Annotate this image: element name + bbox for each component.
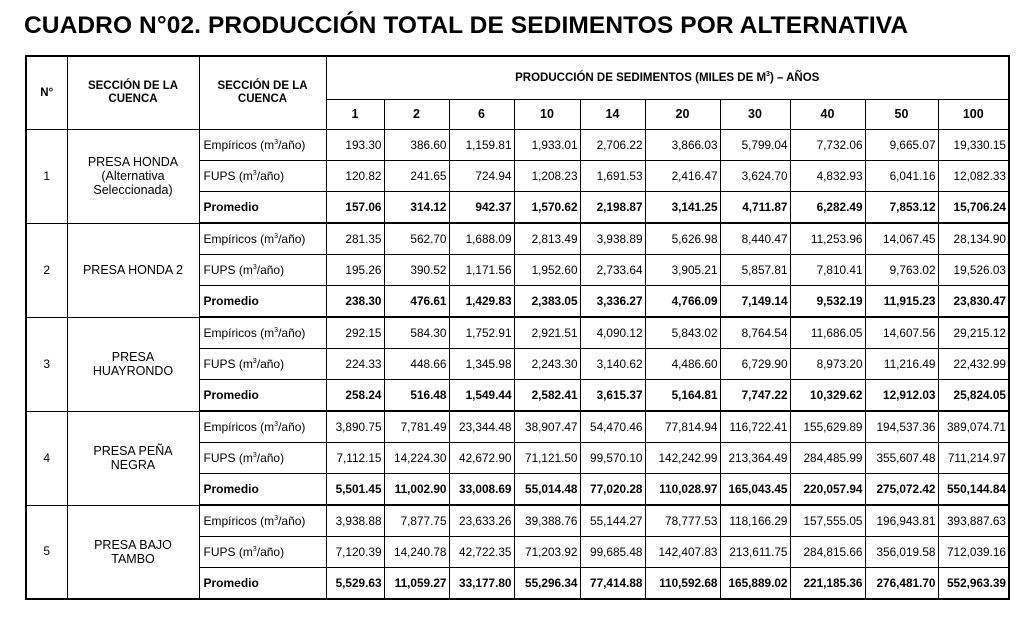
value-cell: 3,938.89 bbox=[580, 223, 645, 255]
value-cell: 221,185.36 bbox=[790, 568, 865, 600]
row-label-unit: /año) bbox=[256, 168, 285, 183]
value-cell: 23,633.26 bbox=[449, 505, 514, 537]
value-cell: 238.30 bbox=[326, 286, 384, 318]
value-cell: 4,711.87 bbox=[720, 192, 790, 224]
value-cell: 3,624.70 bbox=[720, 161, 790, 192]
value-cell: 33,177.80 bbox=[449, 568, 514, 600]
value-cell: 23,830.47 bbox=[938, 286, 1009, 318]
header-year: 30 bbox=[720, 100, 790, 130]
section-name-line: PRESA HONDA bbox=[87, 155, 179, 170]
value-cell: 284,815.66 bbox=[790, 537, 865, 568]
value-cell: 724.94 bbox=[449, 161, 514, 192]
value-cell: 120.82 bbox=[326, 161, 384, 192]
header-seccion-2: SECCIÓN DE LA CUENCA bbox=[199, 56, 326, 130]
value-cell: 1,752.91 bbox=[449, 317, 514, 349]
value-cell: 7,877.75 bbox=[384, 505, 449, 537]
value-cell: 99,685.48 bbox=[580, 537, 645, 568]
value-cell: 1,688.09 bbox=[449, 223, 514, 255]
header-row bbox=[26, 56, 1009, 100]
value-cell: 11,253.96 bbox=[790, 223, 865, 255]
row-label: Promedio bbox=[199, 380, 326, 412]
value-cell: 77,020.28 bbox=[580, 474, 645, 506]
value-cell: 71,203.92 bbox=[514, 537, 580, 568]
section-name bbox=[67, 130, 199, 224]
value-cell: 2,582.41 bbox=[514, 380, 580, 412]
header-year: 10 bbox=[514, 100, 580, 130]
value-cell: 4,766.09 bbox=[645, 286, 720, 318]
group-number: 2 bbox=[26, 223, 67, 317]
value-cell: 224.33 bbox=[326, 349, 384, 380]
header-year: 50 bbox=[865, 100, 938, 130]
value-cell: 712,039.16 bbox=[938, 537, 1009, 568]
value-cell: 11,915.23 bbox=[865, 286, 938, 318]
table-row bbox=[26, 505, 1009, 537]
value-cell: 5,799.04 bbox=[720, 130, 790, 161]
value-cell: 14,224.30 bbox=[384, 443, 449, 474]
header-seccion-1: SECCIÓN DE LA CUENCA bbox=[67, 56, 199, 130]
header-produccion bbox=[326, 56, 1009, 100]
row-label bbox=[199, 443, 326, 474]
section-name-line: HUAYRONDO bbox=[92, 364, 174, 378]
row-label-unit: /año) bbox=[278, 419, 306, 434]
value-cell: 1,159.81 bbox=[449, 130, 514, 161]
value-cell: 1,549.44 bbox=[449, 380, 514, 412]
value-cell: 2,733.64 bbox=[580, 255, 645, 286]
value-cell: 142,407.83 bbox=[645, 537, 720, 568]
value-cell: 77,414.88 bbox=[580, 568, 645, 600]
value-cell: 142,242.99 bbox=[645, 443, 720, 474]
value-cell: 389,074.71 bbox=[938, 411, 1009, 443]
section-name-line: TAMBO bbox=[111, 551, 155, 566]
value-cell: 14,240.78 bbox=[384, 537, 449, 568]
value-cell: 193.30 bbox=[326, 130, 384, 161]
section-name bbox=[67, 223, 199, 317]
value-cell: 118,166.29 bbox=[720, 505, 790, 537]
value-cell: 28,134.90 bbox=[938, 223, 1009, 255]
value-cell: 196,943.81 bbox=[865, 505, 938, 537]
value-cell: 1,171.56 bbox=[449, 255, 514, 286]
value-cell: 42,672.90 bbox=[449, 443, 514, 474]
table-row bbox=[26, 317, 1009, 349]
value-cell: 258.24 bbox=[326, 380, 384, 412]
row-label-text: FUPS (m bbox=[203, 262, 253, 277]
row-label-sup: 3 bbox=[252, 169, 257, 177]
value-cell: 5,164.81 bbox=[645, 380, 720, 412]
value-cell: 38,907.47 bbox=[514, 411, 580, 443]
value-cell: 9,665.07 bbox=[865, 130, 938, 161]
row-label-unit: /año) bbox=[256, 544, 285, 559]
value-cell: 220,057.94 bbox=[790, 474, 865, 506]
value-cell: 11,002.90 bbox=[384, 474, 449, 506]
value-cell: 14,607.56 bbox=[865, 317, 938, 349]
row-label-text: Empíricos (m bbox=[203, 513, 275, 528]
row-label-text: FUPS (m bbox=[203, 450, 253, 465]
value-cell: 7,120.39 bbox=[326, 537, 384, 568]
row-label-unit: /año) bbox=[278, 325, 306, 340]
value-cell: 1,345.98 bbox=[449, 349, 514, 380]
value-cell: 54,470.46 bbox=[580, 411, 645, 443]
header-year: 6 bbox=[449, 100, 514, 130]
row-label-text: FUPS (m bbox=[203, 168, 253, 183]
value-cell: 9,532.19 bbox=[790, 286, 865, 318]
value-cell: 448.66 bbox=[384, 349, 449, 380]
value-cell: 1,691.53 bbox=[580, 161, 645, 192]
table-row bbox=[26, 411, 1009, 443]
value-cell: 7,732.06 bbox=[790, 130, 865, 161]
table-body bbox=[26, 130, 1009, 600]
value-cell: 6,729.90 bbox=[720, 349, 790, 380]
row-label-sup: 3 bbox=[252, 451, 257, 459]
value-cell: 78,777.53 bbox=[645, 505, 720, 537]
value-cell: 55,296.34 bbox=[514, 568, 580, 600]
value-cell: 2,416.47 bbox=[645, 161, 720, 192]
value-cell: 157,555.05 bbox=[790, 505, 865, 537]
row-label-text: Empíricos (m bbox=[203, 325, 275, 340]
value-cell: 476.61 bbox=[384, 286, 449, 318]
value-cell: 550,144.84 bbox=[938, 474, 1009, 506]
row-label-text: FUPS (m bbox=[203, 356, 253, 371]
value-cell: 276,481.70 bbox=[865, 568, 938, 600]
value-cell: 7,149.14 bbox=[720, 286, 790, 318]
section-name-line: (Alternativa bbox=[101, 169, 165, 184]
value-cell: 194,537.36 bbox=[865, 411, 938, 443]
header-year: 2 bbox=[384, 100, 449, 130]
value-cell: 562.70 bbox=[384, 223, 449, 255]
header-n: N° bbox=[26, 56, 67, 130]
section-name bbox=[67, 411, 199, 505]
value-cell: 1,570.62 bbox=[514, 192, 580, 224]
row-label: Promedio bbox=[199, 192, 326, 224]
value-cell: 7,112.15 bbox=[326, 443, 384, 474]
value-cell: 241.65 bbox=[384, 161, 449, 192]
row-label bbox=[199, 161, 326, 192]
value-cell: 355,607.48 bbox=[865, 443, 938, 474]
value-cell: 42,722.35 bbox=[449, 537, 514, 568]
value-cell: 110,028.97 bbox=[645, 474, 720, 506]
section-name-line: Seleccionada) bbox=[93, 183, 173, 198]
value-cell: 3,938.88 bbox=[326, 505, 384, 537]
header-produccion-sup: 3 bbox=[766, 70, 770, 78]
row-label-sup: 3 bbox=[274, 138, 279, 146]
section-name-line: PRESA HONDA 2 bbox=[82, 263, 184, 277]
value-cell: 390.52 bbox=[384, 255, 449, 286]
row-label bbox=[199, 505, 326, 537]
value-cell: 213,611.75 bbox=[720, 537, 790, 568]
row-label: Promedio bbox=[199, 286, 326, 318]
value-cell: 15,706.24 bbox=[938, 192, 1009, 224]
value-cell: 281.35 bbox=[326, 223, 384, 255]
value-cell: 6,041.16 bbox=[865, 161, 938, 192]
value-cell: 1,429.83 bbox=[449, 286, 514, 318]
value-cell: 7,781.49 bbox=[384, 411, 449, 443]
value-cell: 71,121.50 bbox=[514, 443, 580, 474]
row-label bbox=[199, 317, 326, 349]
row-label bbox=[199, 223, 326, 255]
row-label-text: FUPS (m bbox=[203, 544, 253, 559]
value-cell: 4,486.60 bbox=[645, 349, 720, 380]
value-cell: 110,592.68 bbox=[645, 568, 720, 600]
value-cell: 5,857.81 bbox=[720, 255, 790, 286]
value-cell: 2,921.51 bbox=[514, 317, 580, 349]
row-label: Promedio bbox=[199, 474, 326, 506]
value-cell: 1,952.60 bbox=[514, 255, 580, 286]
value-cell: 8,764.54 bbox=[720, 317, 790, 349]
value-cell: 19,526.03 bbox=[938, 255, 1009, 286]
value-cell: 77,814.94 bbox=[645, 411, 720, 443]
value-cell: 11,216.49 bbox=[865, 349, 938, 380]
value-cell: 7,747.22 bbox=[720, 380, 790, 412]
value-cell: 165,043.45 bbox=[720, 474, 790, 506]
value-cell: 3,336.27 bbox=[580, 286, 645, 318]
row-label-unit: /año) bbox=[256, 262, 285, 277]
value-cell: 1,208.23 bbox=[514, 161, 580, 192]
value-cell: 3,905.21 bbox=[645, 255, 720, 286]
value-cell: 55,144.27 bbox=[580, 505, 645, 537]
value-cell: 29,215.12 bbox=[938, 317, 1009, 349]
value-cell: 3,140.62 bbox=[580, 349, 645, 380]
value-cell: 7,810.41 bbox=[790, 255, 865, 286]
value-cell: 116,722.41 bbox=[720, 411, 790, 443]
value-cell: 4,832.93 bbox=[790, 161, 865, 192]
value-cell: 3,615.37 bbox=[580, 380, 645, 412]
value-cell: 23,344.48 bbox=[449, 411, 514, 443]
value-cell: 6,282.49 bbox=[790, 192, 865, 224]
value-cell: 393,887.63 bbox=[938, 505, 1009, 537]
value-cell: 516.48 bbox=[384, 380, 449, 412]
value-cell: 11,686.05 bbox=[790, 317, 865, 349]
row-label-text: Empíricos (m bbox=[203, 231, 275, 246]
value-cell: 2,383.05 bbox=[514, 286, 580, 318]
value-cell: 5,501.45 bbox=[326, 474, 384, 506]
group-number: 5 bbox=[26, 505, 67, 599]
row-label-sup: 3 bbox=[252, 263, 257, 271]
value-cell: 33,008.69 bbox=[449, 474, 514, 506]
value-cell: 11,059.27 bbox=[384, 568, 449, 600]
section-name-line: PRESA BAJO bbox=[94, 537, 172, 552]
header-year: 100 bbox=[938, 100, 1009, 130]
value-cell: 12,082.33 bbox=[938, 161, 1009, 192]
header-year: 20 bbox=[645, 100, 720, 130]
value-cell: 8,973.20 bbox=[790, 349, 865, 380]
row-label-sup: 3 bbox=[252, 545, 257, 553]
value-cell: 7,853.12 bbox=[865, 192, 938, 224]
value-cell: 157.06 bbox=[326, 192, 384, 224]
value-cell: 155,629.89 bbox=[790, 411, 865, 443]
header-produccion-text: PRODUCCIÓN DE SEDIMENTOS (MILES DE M bbox=[515, 71, 767, 84]
value-cell: 5,626.98 bbox=[645, 223, 720, 255]
value-cell: 39,388.76 bbox=[514, 505, 580, 537]
sediment-production-table bbox=[25, 55, 1010, 600]
row-label-unit: /año) bbox=[278, 513, 306, 528]
value-cell: 314.12 bbox=[384, 192, 449, 224]
row-label-sup: 3 bbox=[274, 232, 279, 240]
value-cell: 1,933.01 bbox=[514, 130, 580, 161]
value-cell: 5,529.63 bbox=[326, 568, 384, 600]
value-cell: 99,570.10 bbox=[580, 443, 645, 474]
value-cell: 55,014.48 bbox=[514, 474, 580, 506]
row-label-text: Empíricos (m bbox=[203, 137, 275, 152]
row-label-text: Empíricos (m bbox=[203, 419, 275, 434]
row-label-sup: 3 bbox=[274, 420, 279, 428]
value-cell: 552,963.39 bbox=[938, 568, 1009, 600]
header-year: 14 bbox=[580, 100, 645, 130]
value-cell: 2,813.49 bbox=[514, 223, 580, 255]
section-name-line: PRESA bbox=[111, 350, 155, 364]
value-cell: 3,141.25 bbox=[645, 192, 720, 224]
value-cell: 942.37 bbox=[449, 192, 514, 224]
value-cell: 2,706.22 bbox=[580, 130, 645, 161]
value-cell: 10,329.62 bbox=[790, 380, 865, 412]
header-produccion-years: ) – AÑOS bbox=[769, 71, 820, 84]
table-row bbox=[26, 223, 1009, 255]
row-label bbox=[199, 130, 326, 161]
value-cell: 356,019.58 bbox=[865, 537, 938, 568]
header-year: 1 bbox=[326, 100, 384, 130]
row-label-sup: 3 bbox=[252, 357, 257, 365]
value-cell: 9,763.02 bbox=[865, 255, 938, 286]
value-cell: 3,866.03 bbox=[645, 130, 720, 161]
value-cell: 195.26 bbox=[326, 255, 384, 286]
header-year: 40 bbox=[790, 100, 865, 130]
group-number: 4 bbox=[26, 411, 67, 505]
section-name bbox=[67, 505, 199, 599]
row-label-unit: /año) bbox=[256, 356, 285, 371]
group-number: 1 bbox=[26, 130, 67, 224]
value-cell: 292.15 bbox=[326, 317, 384, 349]
section-name-line: NEGRA bbox=[110, 458, 156, 472]
table-row bbox=[26, 130, 1009, 161]
value-cell: 213,364.49 bbox=[720, 443, 790, 474]
row-label-unit: /año) bbox=[278, 137, 306, 152]
value-cell: 2,198.87 bbox=[580, 192, 645, 224]
row-label: Promedio bbox=[199, 568, 326, 600]
value-cell: 711,214.97 bbox=[938, 443, 1009, 474]
value-cell: 386.60 bbox=[384, 130, 449, 161]
value-cell: 275,072.42 bbox=[865, 474, 938, 506]
row-label bbox=[199, 349, 326, 380]
value-cell: 165,889.02 bbox=[720, 568, 790, 600]
value-cell: 584.30 bbox=[384, 317, 449, 349]
page-title: CUADRO N°02. PRODUCCIÓN TOTAL DE SEDIMENTOS POR ALTERNATIVA bbox=[24, 12, 909, 39]
row-label bbox=[199, 255, 326, 286]
row-label-unit: /año) bbox=[256, 450, 285, 465]
value-cell: 4,090.12 bbox=[580, 317, 645, 349]
section-name-line: PRESA PEÑA bbox=[93, 444, 173, 458]
value-cell: 12,912.03 bbox=[865, 380, 938, 412]
value-cell: 25,824.05 bbox=[938, 380, 1009, 412]
row-label-sup: 3 bbox=[274, 514, 279, 522]
value-cell: 2,243.30 bbox=[514, 349, 580, 380]
section-name bbox=[67, 317, 199, 411]
value-cell: 22,432.99 bbox=[938, 349, 1009, 380]
value-cell: 19,330.15 bbox=[938, 130, 1009, 161]
value-cell: 5,843.02 bbox=[645, 317, 720, 349]
row-label-unit: /año) bbox=[278, 231, 306, 246]
value-cell: 14,067.45 bbox=[865, 223, 938, 255]
row-label bbox=[199, 537, 326, 568]
value-cell: 284,485.99 bbox=[790, 443, 865, 474]
value-cell: 3,890.75 bbox=[326, 411, 384, 443]
value-cell: 8,440.47 bbox=[720, 223, 790, 255]
group-number: 3 bbox=[26, 317, 67, 411]
row-label-sup: 3 bbox=[274, 326, 279, 334]
row-label bbox=[199, 411, 326, 443]
